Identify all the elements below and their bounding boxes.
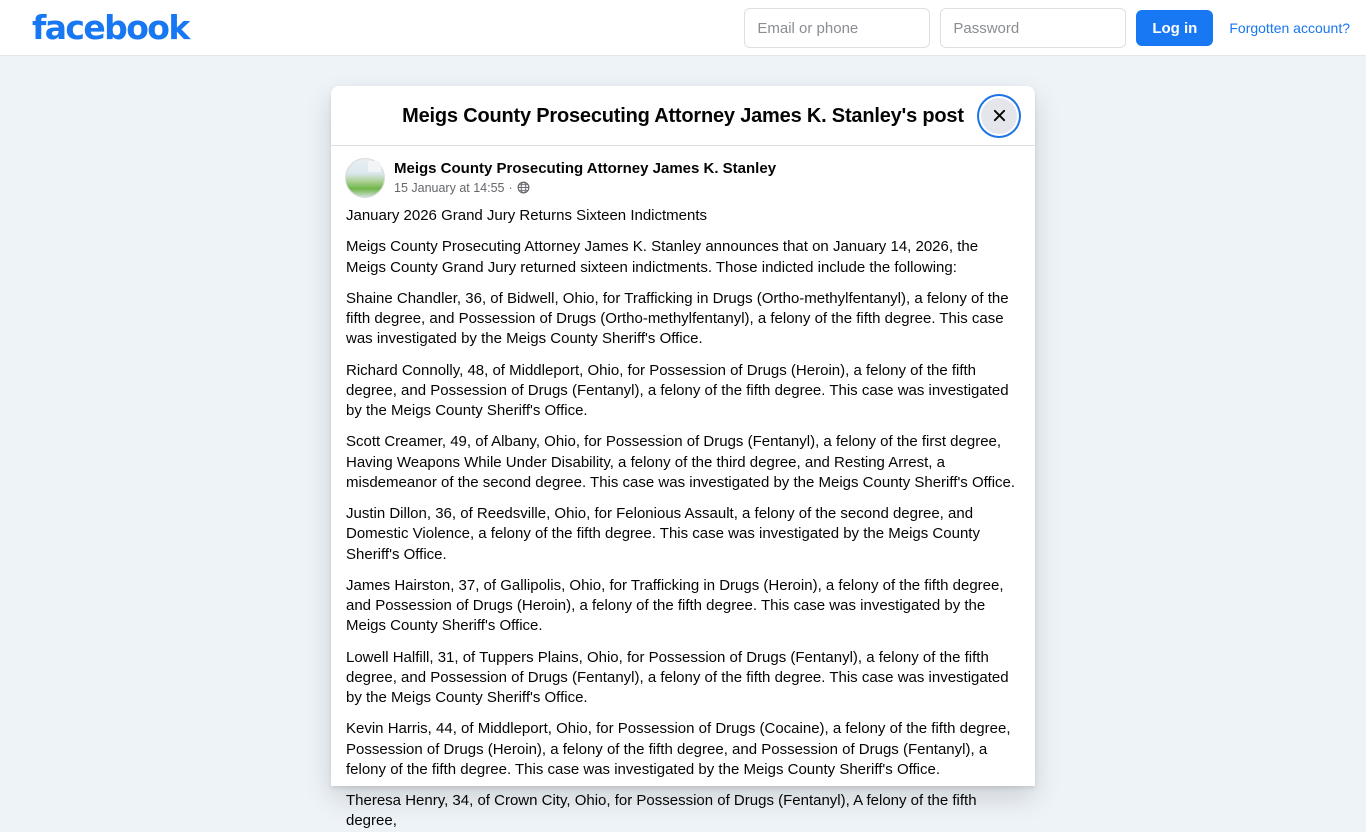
- author-info: [394, 160, 776, 196]
- dialog-title: Meigs County Prosecuting Attorney James K. Stanley's post: [402, 104, 964, 127]
- forgotten-account-link[interactable]: Forgotten account?: [1229, 20, 1350, 36]
- facebook-logo[interactable]: facebook: [32, 8, 189, 47]
- post-text: [345, 206, 1021, 832]
- post-author-row: [345, 158, 1021, 198]
- post-paragraph: January 2026 Grand Jury Returns Sixteen Indictments: [346, 207, 708, 224]
- post-paragraph: James Hairston, 37, of Gallipolis, Ohio, for Trafficking in Drugs (Heroin), a felony of the fifth degree, and Possession of Drugs (Heroin), a felony of the fifth degree. This case was investigated by the Meigs County Sheriff's Office.: [346, 576, 1004, 635]
- close-icon[interactable]: [981, 98, 1017, 134]
- post-paragraph: Theresa Henry, 34, of Crown City, Ohio, for Possession of Drugs (Fentanyl), A felony of the fifth degree,: [346, 792, 977, 830]
- author-name[interactable]: Meigs County Prosecuting Attorney James K. Stanley: [394, 160, 777, 177]
- post-paragraph: Meigs County Prosecuting Attorney James K. Stanley announces that on January 14, 2026, the Meigs County Grand Jury returned sixteen indictments. Those indicted include the following:: [346, 238, 979, 276]
- email-or-phone-input[interactable]: [744, 8, 930, 48]
- avatar[interactable]: [345, 158, 385, 198]
- password-input[interactable]: [940, 8, 1126, 48]
- post-timestamp[interactable]: 15 January at 14:55: [394, 180, 505, 195]
- post-paragraph: Lowell Halfill, 31, of Tuppers Plains, Ohio, for Possession of Drugs (Fentanyl), a felony of the fifth degree, and Possession of Drugs (Fentanyl), a felony of the fifth degree. This case was investigated by the Meigs County Sheriff's Office.: [346, 648, 1009, 706]
- meta-separator: ·: [508, 180, 513, 195]
- post-paragraph: Shaine Chandler, 36, of Bidwell, Ohio, for Trafficking in Drugs (Ortho-methylfentanyl), a felony of the fifth degree, and Possession of Drugs (Ortho-methylfentanyl), a felony of the fifth degree. This case was investigated by the Meigs County Sheriff's Office.: [346, 289, 1009, 348]
- post-paragraph: Richard Connolly, 48, of Middleport, Ohio, for Possession of Drugs (Heroin), a felony of the fifth degree, and Possession of Drugs (Fentanyl), a felony of the fifth degree. This case was investigated by the Meigs County Sheriff's Office.: [346, 361, 1009, 419]
- globe-icon[interactable]: [517, 181, 530, 194]
- post-content: [331, 146, 1035, 832]
- post-paragraph: Justin Dillon, 36, of Reedsville, Ohio, for Felonious Assault, a felony of the second degree, and Domestic Violence, a felony of the fifth degree. This case was investigated by the Meigs County Sheriff's Office.: [346, 505, 980, 563]
- dialog-header: [331, 86, 1035, 146]
- login-form: [744, 8, 1350, 48]
- post-paragraph: Kevin Harris, 44, of Middleport, Ohio, for Possession of Drugs (Cocaine), a felony of the fifth degree, Possession of Drugs (Heroin), a felony of the fifth degree, and Possession of Drugs (Fentanyl), a felony of the fifth degree. This case was investigated by the Meigs County Sheriff's Office.: [346, 720, 1011, 778]
- post-meta: [394, 180, 776, 196]
- post-dialog: [331, 86, 1035, 830]
- post-paragraph: Scott Creamer, 49, of Albany, Ohio, for Possession of Drugs (Fentanyl), a felony of the first degree, Having Weapons While Under Disability, a felony of the third degree, and Resting Arrest, a misdemeanor of the second degree. This case was investigated by the Meigs County Sheriff's Office.: [346, 433, 1016, 491]
- log-in-button[interactable]: Log in: [1136, 10, 1213, 46]
- facebook-top-bar: [0, 0, 1366, 56]
